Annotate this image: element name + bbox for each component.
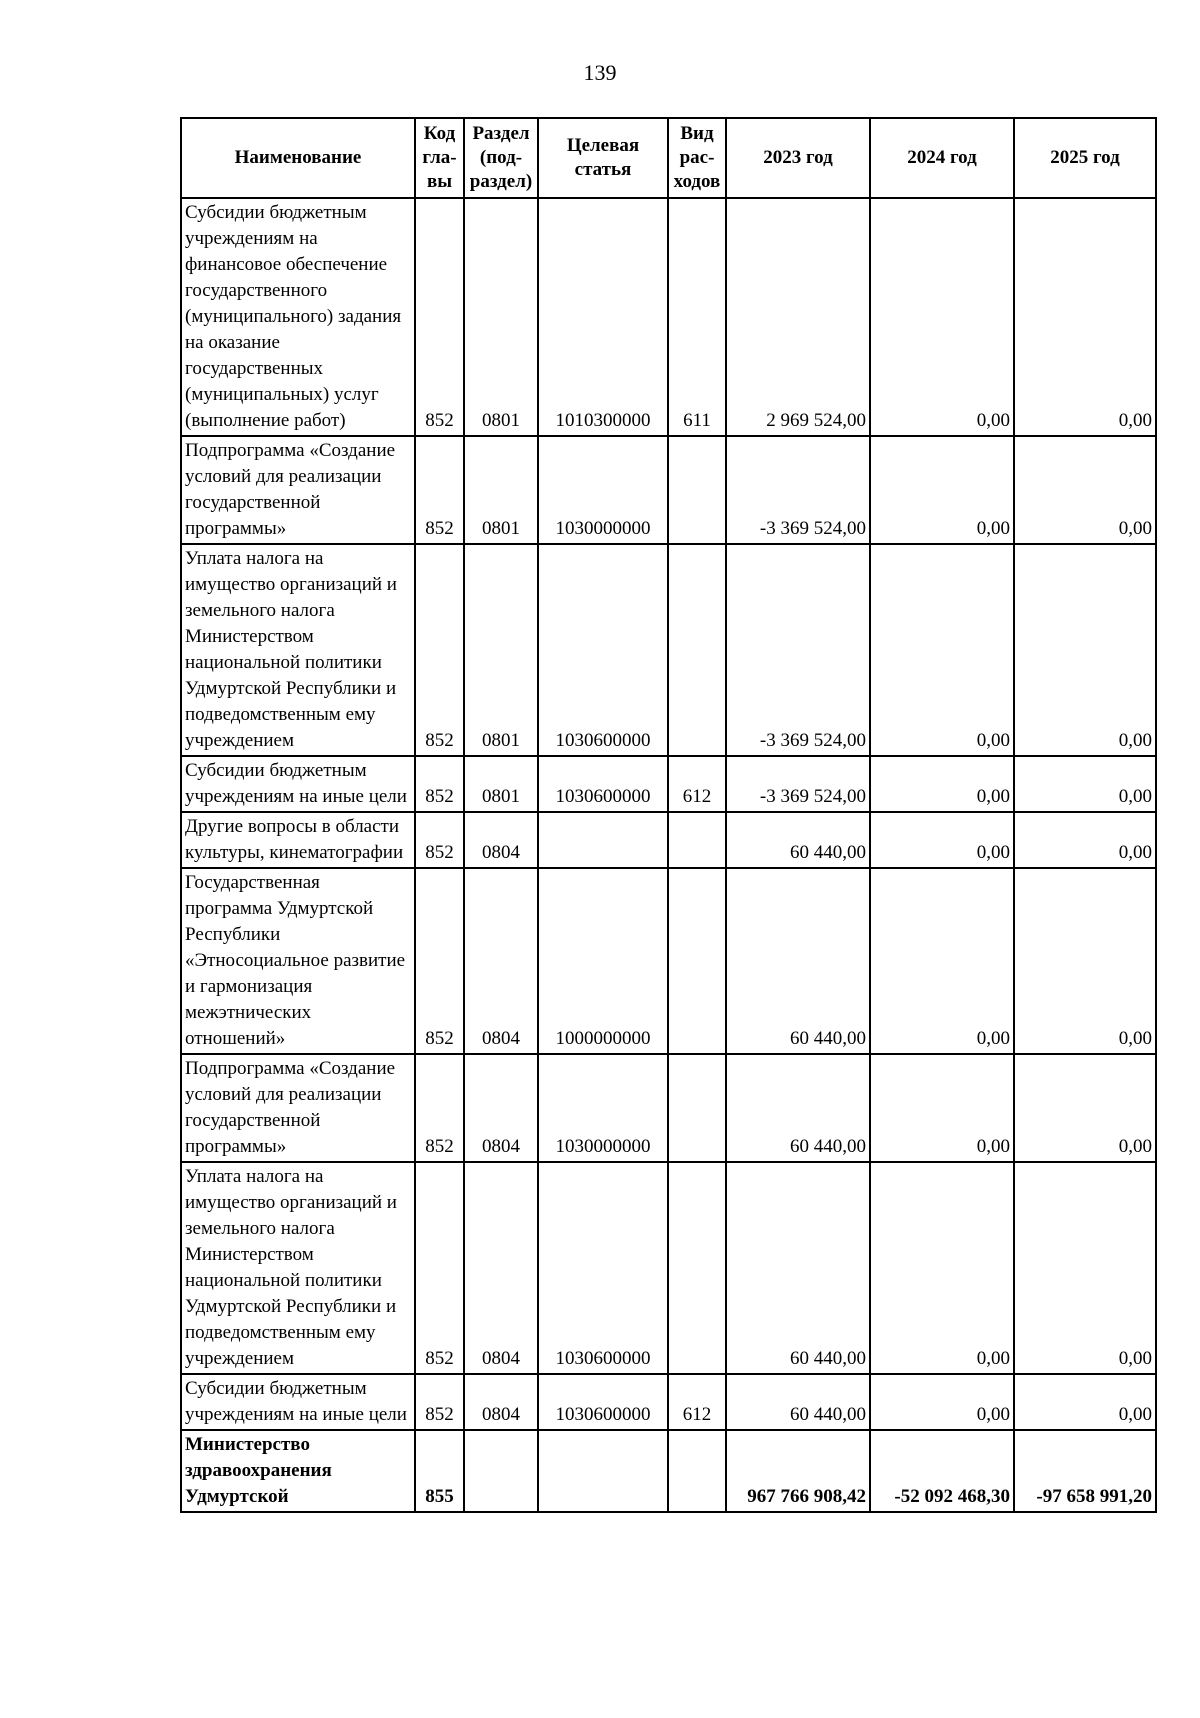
budget-table [180, 117, 1157, 1513]
header-year-2025: 2025 год [1014, 118, 1156, 198]
table-cell-2023: -3 369 524,00 [726, 756, 870, 812]
table-row [181, 198, 1156, 436]
table-cell-2023: 967 766 908,42 [726, 1430, 870, 1512]
header-name: Наименование [181, 118, 415, 198]
table-cell-2024: 0,00 [870, 812, 1014, 868]
table-cell-chapter-code: 852 [415, 198, 464, 436]
table-cell-section [464, 1430, 538, 1512]
table-cell-name: Министерство здравоохранения Удмуртской [181, 1430, 415, 1512]
table-cell-2023: 60 440,00 [726, 1054, 870, 1162]
table-cell-section: 0801 [464, 198, 538, 436]
header-chapter-code: Код гла-вы [415, 118, 464, 198]
table-cell-expense-type [668, 868, 726, 1054]
table-cell-2025: 0,00 [1014, 756, 1156, 812]
table-cell-chapter-code: 852 [415, 544, 464, 756]
table-cell-chapter-code: 852 [415, 1162, 464, 1374]
table-cell-name: Субсидии бюджетным учреждениям на финансовое обеспечение государственного (муниципального) задания на оказание государственных (муниципальных) услуг (выполнение работ) [181, 198, 415, 436]
table-row [181, 1162, 1156, 1374]
table-cell-section: 0804 [464, 1162, 538, 1374]
table-cell-2024: 0,00 [870, 544, 1014, 756]
table-row [181, 544, 1156, 756]
table-cell-2023: 60 440,00 [726, 1162, 870, 1374]
table-cell-chapter-code: 852 [415, 1374, 464, 1430]
table-cell-name: Подпрограмма «Создание условий для реализации государственной программы» [181, 436, 415, 544]
table-cell-expense-type [668, 1162, 726, 1374]
header-year-2023: 2023 год [726, 118, 870, 198]
table-cell-expense-type: 612 [668, 756, 726, 812]
table-cell-2025: 0,00 [1014, 1054, 1156, 1162]
table-cell-chapter-code: 852 [415, 436, 464, 544]
table-cell-2025: 0,00 [1014, 544, 1156, 756]
table-row [181, 1374, 1156, 1430]
table-cell-chapter-code: 852 [415, 756, 464, 812]
table-cell-name: Субсидии бюджетным учреждениям на иные цели [181, 1374, 415, 1430]
table-cell-chapter-code: 852 [415, 1054, 464, 1162]
header-year-2024: 2024 год [870, 118, 1014, 198]
table-cell-expense-type [668, 1430, 726, 1512]
table-cell-section: 0804 [464, 1374, 538, 1430]
table-cell-2023: 2 969 524,00 [726, 198, 870, 436]
table-cell-section: 0801 [464, 544, 538, 756]
table-cell-target-article [538, 812, 668, 868]
table-row [181, 868, 1156, 1054]
table-cell-name: Подпрограмма «Создание условий для реализации государственной программы» [181, 1054, 415, 1162]
table-cell-name: Уплата налога на имущество организаций и земельного налога Министерством национальной политики Удмуртской Республики и подведомственным ему учреждением [181, 544, 415, 756]
table-cell-target-article: 1030600000 [538, 756, 668, 812]
table-cell-2025: 0,00 [1014, 1374, 1156, 1430]
table-cell-expense-type [668, 436, 726, 544]
table-cell-section: 0804 [464, 1054, 538, 1162]
table-row [181, 1054, 1156, 1162]
page-number: 139 [583, 60, 617, 85]
table-cell-chapter-code: 852 [415, 868, 464, 1054]
table-cell-section: 0801 [464, 756, 538, 812]
table-cell-section: 0801 [464, 436, 538, 544]
table-cell-2023: -3 369 524,00 [726, 436, 870, 544]
table-cell-2023: -3 369 524,00 [726, 544, 870, 756]
table-cell-2024: 0,00 [870, 756, 1014, 812]
table-cell-expense-type: 612 [668, 1374, 726, 1430]
table-cell-2023: 60 440,00 [726, 812, 870, 868]
table-cell-section: 0804 [464, 812, 538, 868]
table-cell-target-article: 1030600000 [538, 544, 668, 756]
table-cell-2024: 0,00 [870, 198, 1014, 436]
header-target-article: Целевая статья [538, 118, 668, 198]
table-header-row [181, 118, 1156, 198]
table-cell-chapter-code: 855 [415, 1430, 464, 1512]
table-cell-2023: 60 440,00 [726, 1374, 870, 1430]
header-section: Раздел (под-раздел) [464, 118, 538, 198]
table-cell-target-article: 1030000000 [538, 1054, 668, 1162]
table-cell-target-article: 1030000000 [538, 436, 668, 544]
table-cell-2024: -52 092 468,30 [870, 1430, 1014, 1512]
table-cell-name: Уплата налога на имущество организаций и земельного налога Министерством национальной политики Удмуртской Республики и подведомственным ему учреждением [181, 1162, 415, 1374]
table-cell-expense-type [668, 544, 726, 756]
table-cell-2023: 60 440,00 [726, 868, 870, 1054]
table-cell-target-article: 1000000000 [538, 868, 668, 1054]
table-cell-2025: 0,00 [1014, 1162, 1156, 1374]
table-cell-2025: 0,00 [1014, 868, 1156, 1054]
table-cell-2024: 0,00 [870, 1374, 1014, 1430]
table-cell-target-article: 1030600000 [538, 1162, 668, 1374]
table-cell-2024: 0,00 [870, 1054, 1014, 1162]
table-cell-expense-type: 611 [668, 198, 726, 436]
table-row [181, 1430, 1156, 1512]
table-cell-2025: 0,00 [1014, 436, 1156, 544]
table-body [181, 198, 1156, 1512]
table-row [181, 436, 1156, 544]
table-cell-expense-type [668, 1054, 726, 1162]
table-cell-target-article: 1010300000 [538, 198, 668, 436]
table-cell-2024: 0,00 [870, 868, 1014, 1054]
table-cell-section: 0804 [464, 868, 538, 1054]
table-row [181, 756, 1156, 812]
table-cell-chapter-code: 852 [415, 812, 464, 868]
table-cell-2025: 0,00 [1014, 198, 1156, 436]
table-cell-2024: 0,00 [870, 1162, 1014, 1374]
table-cell-target-article [538, 1430, 668, 1512]
table-cell-name: Государственная программа Удмуртской Республики «Этносоциальное развитие и гармонизация межэтнических отношений» [181, 868, 415, 1054]
table-cell-name: Другие вопросы в области культуры, кинематографии [181, 812, 415, 868]
table-cell-name: Субсидии бюджетным учреждениям на иные цели [181, 756, 415, 812]
table-row [181, 812, 1156, 868]
table-cell-target-article: 1030600000 [538, 1374, 668, 1430]
table-cell-2025: -97 658 991,20 [1014, 1430, 1156, 1512]
table-cell-expense-type [668, 812, 726, 868]
header-expense-type: Вид рас-ходов [668, 118, 726, 198]
table-cell-2024: 0,00 [870, 436, 1014, 544]
table-cell-2025: 0,00 [1014, 812, 1156, 868]
